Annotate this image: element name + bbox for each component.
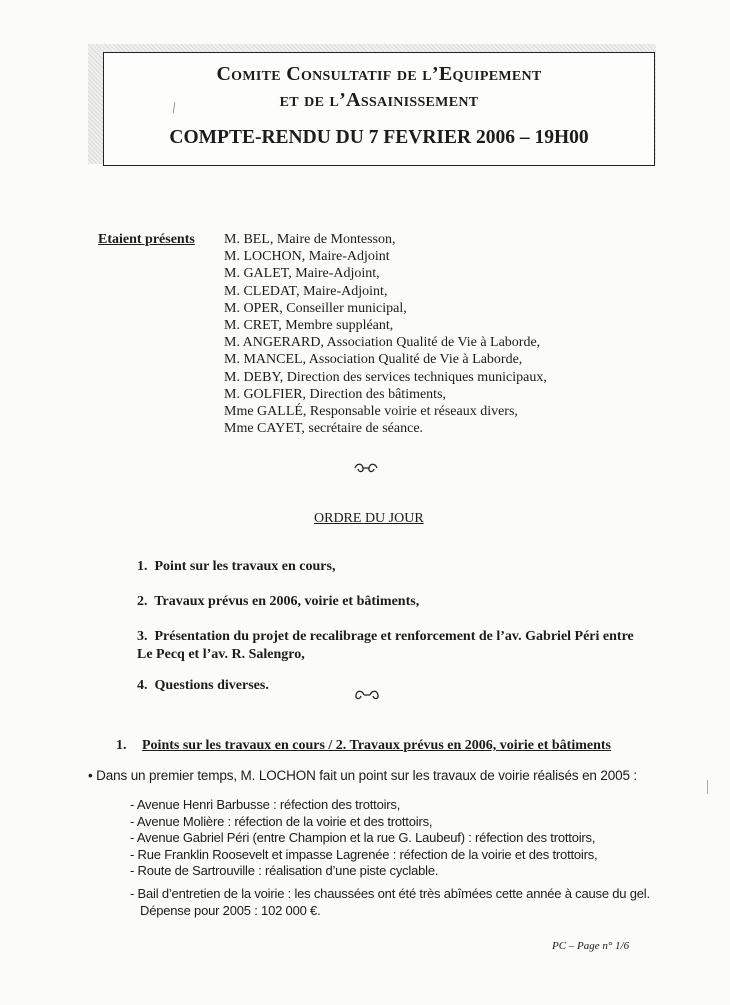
agenda-item-number: 2. xyxy=(137,594,148,609)
agenda-item xyxy=(137,677,269,695)
attendee: M. GALET, Maire-Adjoint, xyxy=(224,266,380,282)
attendee: M. MANCEL, Association Qualité de Vie à Laborde, xyxy=(224,352,523,368)
pen-mark: / xyxy=(170,99,178,118)
agenda-item-text: Présentation du projet de recalibrage et renforcement de l’av. Gabriel Péri entre xyxy=(154,629,634,644)
report-date-title: COMPTE-RENDU DU 7 FEVRIER 2006 – 19H00 xyxy=(169,127,589,148)
works-item: - Route de Sartrouville : réalisation d’une piste cyclable. xyxy=(130,863,439,878)
agenda-item-text: Point sur les travaux en cours, xyxy=(154,559,336,574)
attendee: M. GOLFIER, Direction des bâtiments, xyxy=(224,386,447,402)
page-footer: PC – Page n° 1/6 xyxy=(552,940,630,952)
scan-mark xyxy=(707,780,708,794)
attendee: M. CLEDAT, Maire-Adjoint, xyxy=(224,283,388,299)
works-item: - Rue Franklin Roosevelt et impasse Lagrenée : réfection de la voirie et des trottoirs, xyxy=(130,846,598,862)
attendee: M. BEL, Maire de Montesson, xyxy=(224,232,396,247)
agenda-item-number: 3. xyxy=(137,629,148,644)
committee-title: Comite Consultatif de l’Equipement xyxy=(216,63,542,85)
attendee: Mme CAYET, secrétaire de séance. xyxy=(224,421,424,437)
section-title: Points sur les travaux en cours / 2. Travaux prévus en 2006, voirie et bâtiments xyxy=(142,738,611,753)
agenda-item-number: 1. xyxy=(137,559,148,574)
agenda-item-text: Questions diverses. xyxy=(154,678,269,693)
maintenance-lease-line: - Bail d’entretien de la voirie : les chaussées ont été très abîmées cette année à cause du gel. xyxy=(130,886,650,901)
works-list xyxy=(130,797,597,880)
agenda-item-number: 4. xyxy=(137,678,148,693)
attendee: M. CRET, Membre suppléant, xyxy=(224,318,394,334)
attendee-list xyxy=(224,231,547,437)
agenda-item xyxy=(137,558,335,576)
title-box xyxy=(103,52,655,166)
attendees-label: Etaient présents xyxy=(98,232,195,247)
attendee: M. DEBY, Direction des services techniques municipaux, xyxy=(224,369,547,385)
section-number: 1. xyxy=(116,738,127,753)
ornament-divider-icon xyxy=(353,462,379,478)
agenda-item xyxy=(137,628,677,663)
attendee: Mme GALLÉ, Responsable voirie et réseaux divers, xyxy=(224,404,518,420)
agenda-title: ORDRE DU JOUR xyxy=(314,511,424,526)
attendee: M. ANGERARD, Association Qualité de Vie à Laborde, xyxy=(224,335,541,351)
works-item: - Avenue Molière : réfection de la voirie et des trottoirs, xyxy=(130,813,433,829)
intro-paragraph: • Dans un premier temps, M. LOCHON fait un point sur les travaux de voirie réalisés en 2005 : xyxy=(88,768,638,783)
agenda-item-text: Travaux prévus en 2006, voirie et bâtiments, xyxy=(154,594,420,609)
agenda-item-continuation: Le Pecq et l’av. R. Salengro, xyxy=(137,646,305,662)
works-item: - Avenue Henri Barbusse : réfection des trottoirs, xyxy=(130,797,401,812)
committee-subtitle: et de l’Assainissement xyxy=(279,89,479,111)
ornament-divider-icon xyxy=(354,689,380,705)
expense-line: Dépense pour 2005 : 102 000 €. xyxy=(140,902,321,918)
agenda-item xyxy=(137,593,419,611)
section-heading xyxy=(116,738,611,754)
attendee: M. OPER, Conseiller municipal, xyxy=(224,300,407,316)
works-item: - Avenue Gabriel Péri (entre Champion et la rue G. Laubeuf) : réfection des trottoirs, xyxy=(130,830,596,845)
attendee: M. LOCHON, Maire-Adjoint xyxy=(224,249,390,265)
maintenance-lease-paragraph xyxy=(130,886,650,919)
